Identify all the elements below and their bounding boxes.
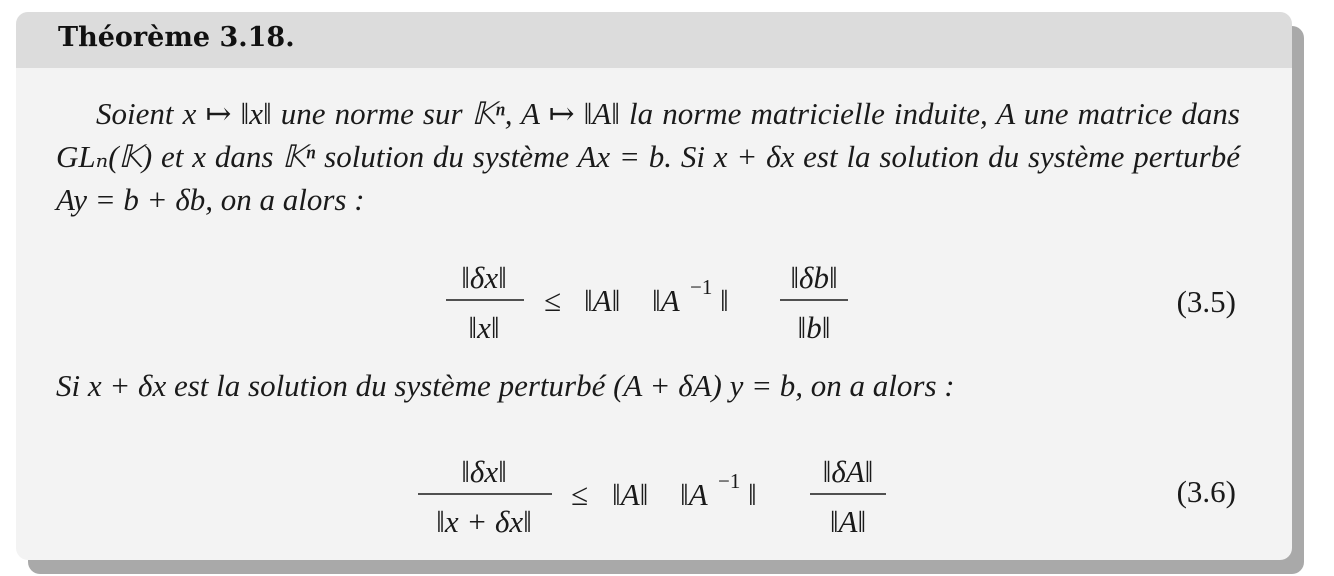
eq1-rhs-denominator: ‖b‖	[797, 310, 831, 345]
eq2-norm-a-inv-exponent: −1	[718, 469, 741, 493]
eq2-lhs-numerator: ‖δx‖	[461, 454, 507, 489]
theorem-title-bar	[16, 12, 1292, 68]
eq2-rhs-denominator: ‖A‖	[829, 504, 867, 539]
theorem-title: Théorème 3.18.	[58, 22, 295, 53]
eq1-lhs-denominator: ‖x‖	[468, 310, 500, 345]
eq2-norm-a-inv-base: ‖A	[680, 477, 708, 512]
eq1-rhs-numerator: ‖δb‖	[790, 260, 838, 295]
eq1-norm-a-inv-exponent: −1	[690, 275, 713, 299]
eq1-norm-a-inv-close: ‖	[720, 283, 729, 318]
eq2-lhs-denominator: ‖x + δx‖	[436, 504, 532, 539]
eq2-leq: ≤	[571, 477, 589, 512]
equation-3-6	[416, 444, 896, 554]
equation-number-3-6: (3.6)	[1176, 474, 1236, 509]
theorem-box	[16, 12, 1292, 560]
equation-number-3-5: (3.5)	[1176, 284, 1236, 319]
equation-3-5	[444, 250, 884, 360]
eq2-rhs-numerator: ‖δA‖	[822, 454, 874, 489]
theorem-paragraph-2: Si x + δx est la solution du système perturbé (A + δA) y = b, on a alors :	[56, 368, 955, 403]
eq1-norm-a-inv-base: ‖A	[652, 283, 680, 318]
eq1-leq: ≤	[544, 283, 562, 318]
eq2-norm-a: ‖A‖	[612, 477, 649, 512]
eq1-norm-a: ‖A‖	[584, 283, 621, 318]
eq2-norm-a-inv-close: ‖	[748, 477, 757, 512]
eq1-lhs-numerator: ‖δx‖	[461, 260, 507, 295]
theorem-paragraph-1: Soient x ↦ ‖x‖ une norme sur 𝕂ⁿ, A ↦ ‖A‖ la norme matricielle induite, A une matrice dans GLₙ(𝕂) et x dans 𝕂ⁿ solution du système Ax = b. Si x + δx est la solution du système perturbé Ay = b + δb, on a alors :	[56, 96, 1240, 217]
